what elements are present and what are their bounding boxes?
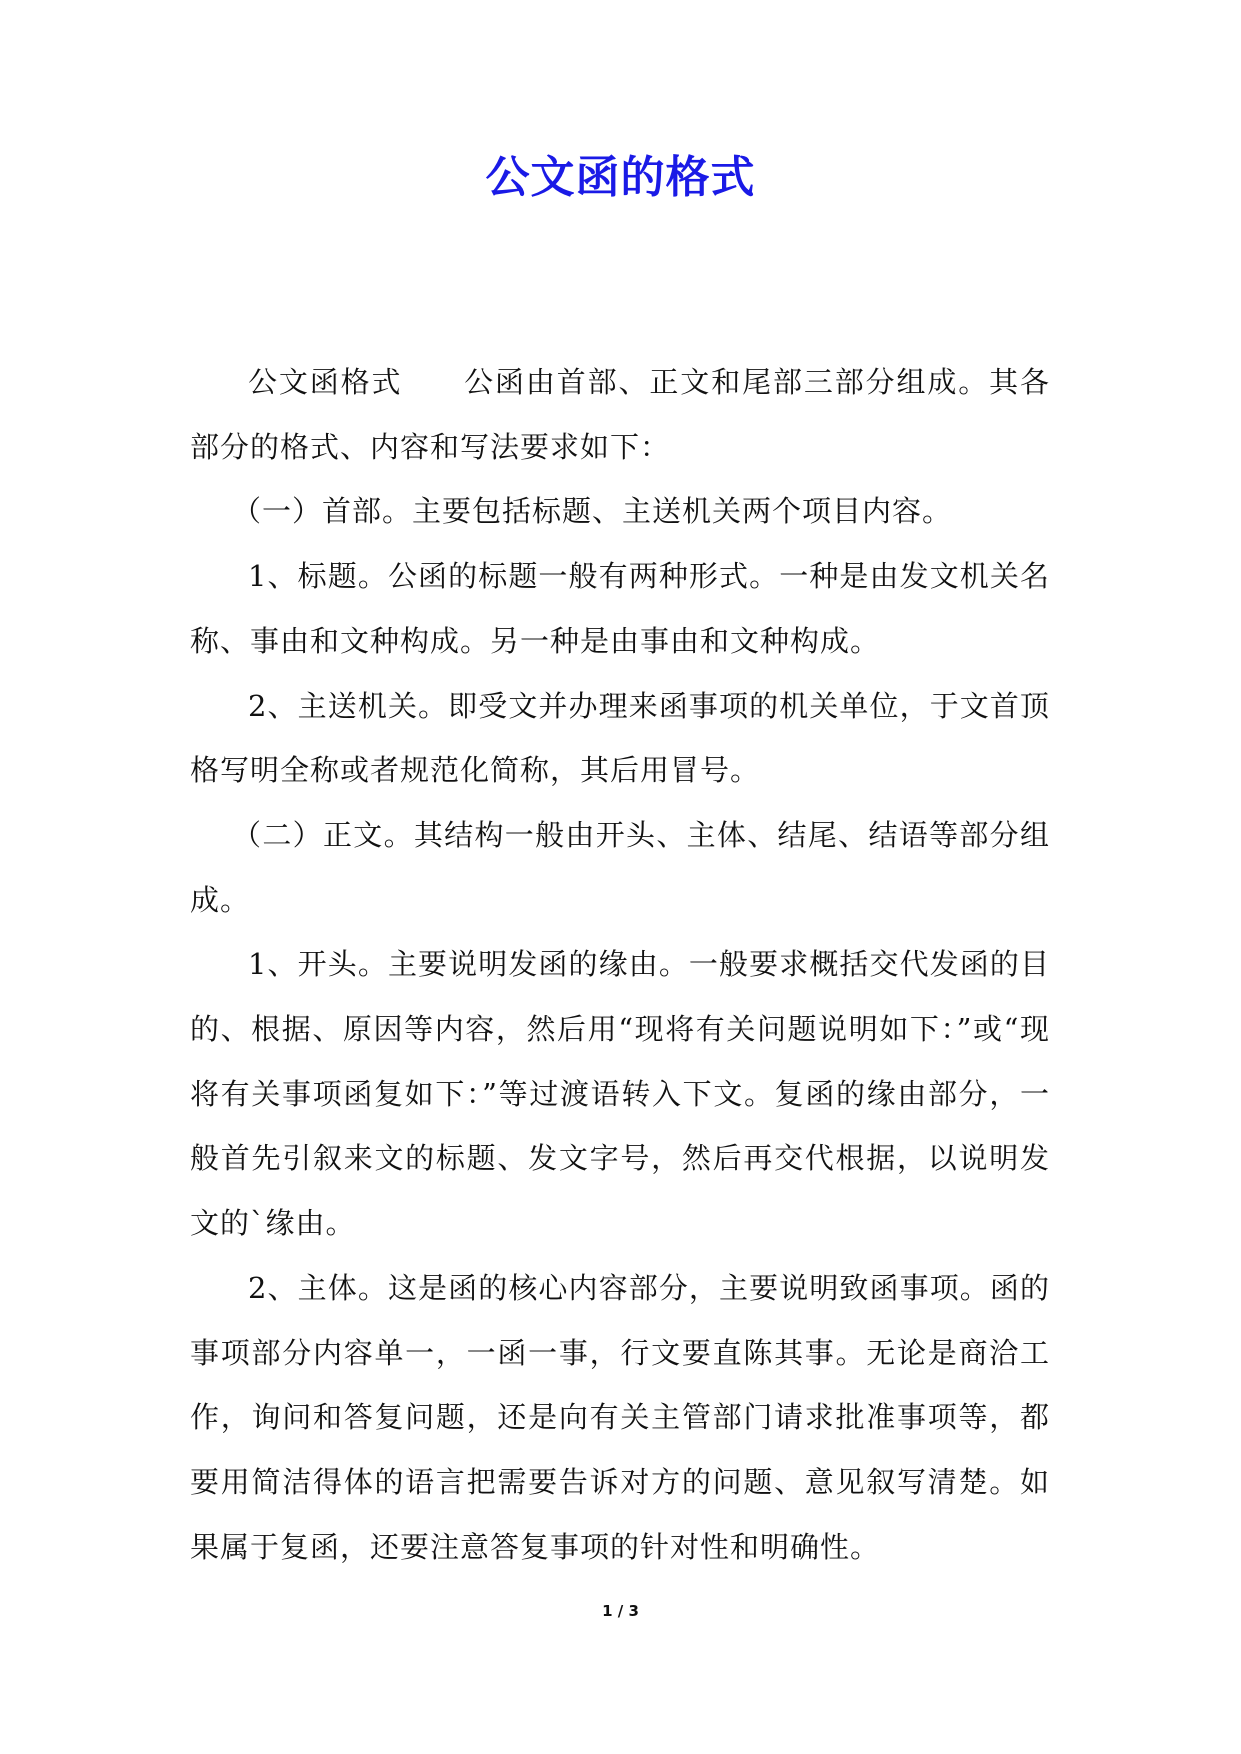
paragraph-main-item: 2、主体。这是函的核心内容部分，主要说明致函事项。函的事项部分内容单一，一函一事，行文要直陈其事。无论是商洽工作，询问和答复问题，还是向有关主管部门请求批准事项等，都要用简洁得体的语言把需要告诉对方的问题、意见叙写清楚。如果属于复函，还要注意答复事项的针对性和明确性。 [190,1270,1050,1564]
paragraph-body-section-header: （二）正文。其结构一般由开头、主体、结尾、结语等部分组成。 [190,817,1050,917]
page-title: 公文函的格式 [485,152,756,203]
page-number: 1 / 3 [602,1602,639,1620]
document-body [190,350,1050,1579]
paragraph-intro: 公文函格式 公函由首部、正文和尾部三部分组成。其各部分的格式、内容和写法要求如下： [190,365,1050,464]
paragraph-opening-item: 1、开头。主要说明发函的缘由。一般要求概括交代发函的目的、根据、原因等内容，然后用“现将有关问题说明如下：”或“现将有关事项函复如下：”等过渡语转入下文。复函的缘由部分，一般首先引叙来文的标题、发文字号，然后再交代根据，以说明发文的`缘由。 [190,947,1050,1241]
paragraph-section-header: （一）首部。主要包括标题、主送机关两个项目内容。 [232,494,953,529]
paragraph-recipient-item: 2、主送机关。即受文并办理来函事项的机关单位，于文首顶格写明全称或者规范化简称，其后用冒号。 [190,688,1050,788]
paragraph-title-item: 1、标题。公函的标题一般有两种形式。一种是由发文机关名称、事由和文种构成。另一种是由事由和文种构成。 [190,559,1050,658]
